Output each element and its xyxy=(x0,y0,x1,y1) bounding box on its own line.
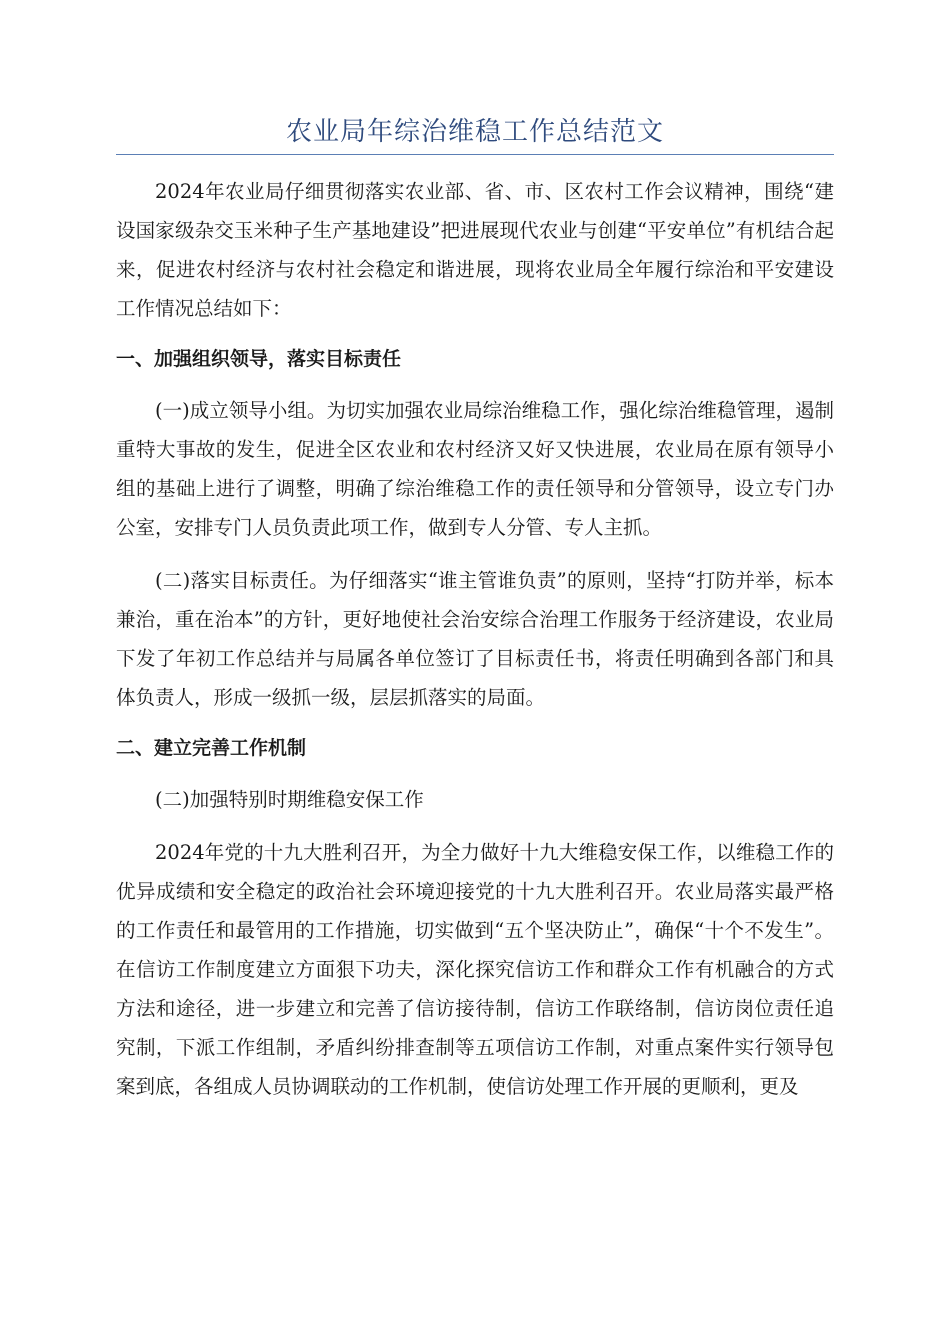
intro-paragraph: 2024年农业局仔细贯彻落实农业部、省、市、区农村工作会议精神，围绕“建设国家级杂交玉米种子生产基地建设”把进展现代农业与创建“平安单位”有机结合起来，促进农村经济与农村社会稳定和谐进展，现将农业局全年履行综治和平安建设工作情况总结如下： xyxy=(116,180,834,320)
section-heading-2: 二、建立完善工作机制 xyxy=(116,737,307,759)
subheading-special-period: (二)加强特别时期维稳安保工作 xyxy=(155,788,424,811)
title-underline xyxy=(116,154,834,155)
paragraph-leadership-group: (一)成立领导小组。为切实加强农业局综治维稳工作，强化综治维稳管理，遏制重特大事故的发生，促进全区农业和农村经济又好又快进展，农业局在原有领导小组的基础上进行了调整，明确了综治维稳工作的责任领导和分管领导，设立专门办公室，安排专门人员负责此项工作，做到专人分管、专人主抓。 xyxy=(116,399,834,539)
section-heading-1: 一、加强组织领导，落实目标责任 xyxy=(116,348,402,370)
document-title: 农业局年综治维稳工作总结范文 xyxy=(285,117,664,147)
paragraph-target-responsibility: (二)落实目标责任。为仔细落实“谁主管谁负责”的原则，坚持“打防并举，标本兼治，重在治本”的方针，更好地使社会治安综合治理工作服务于经济建设，农业局下发了年初工作总结并与局属各单位签订了目标责任书，将责任明确到各部门和具体负责人，形成一级抓一级，层层抓落实的局面。 xyxy=(116,569,834,709)
paragraph-security-work: 2024年党的十九大胜利召开，为全力做好十九大维稳安保工作，以维稳工作的优异成绩和安全稳定的政治社会环境迎接党的十九大胜利召开。农业局落实最严格的工作责任和最管用的工作措施，切实做到“五个坚决防止”，确保“十个不发生”。在信访工作制度建立方面狠下功夫，深化探究信访工作和群众工作有机融合的方式方法和途径，进一步建立和完善了信访接待制，信访工作联络制，信访岗位责任追究制，下派工作组制，矛盾纠纷排查制等五项信访工作制，对重点案件实行领导包案到底，各组成人员协调联动的工作机制，使信访处理工作开展的更顺利，更及 xyxy=(116,841,834,1098)
document-body xyxy=(116,172,834,1106)
